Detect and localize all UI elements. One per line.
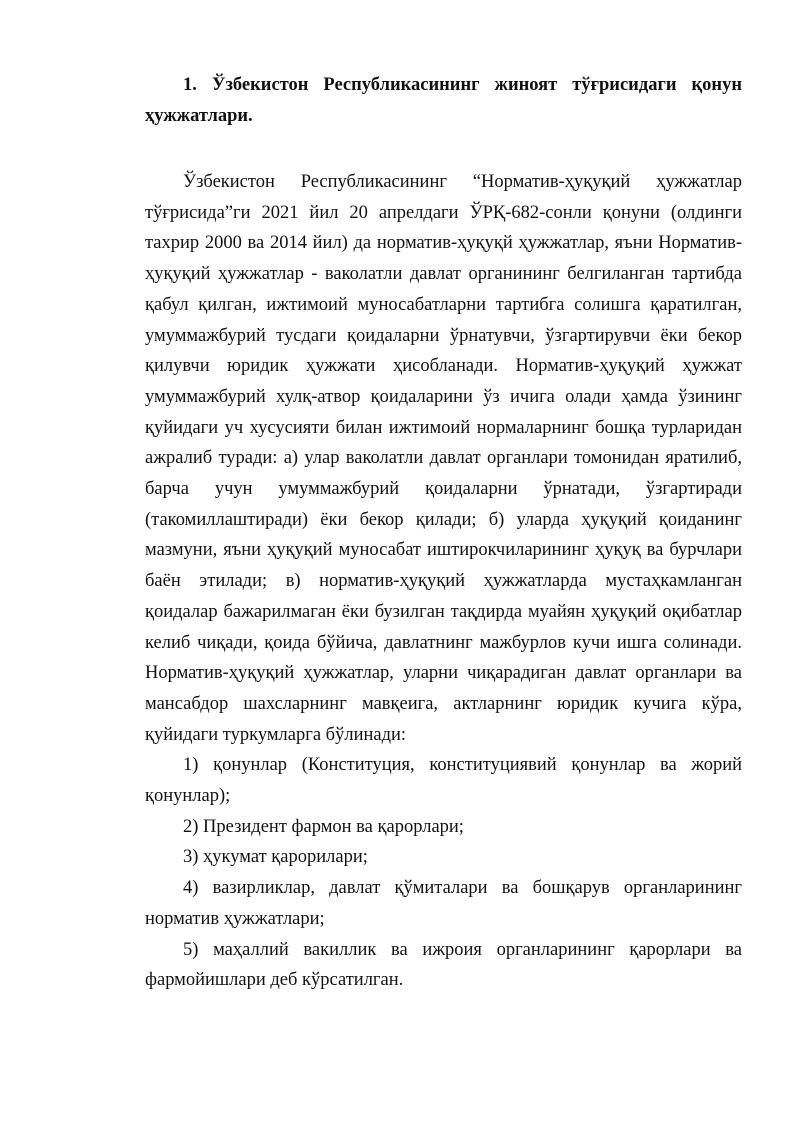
intro-paragraph: Ўзбекистон Республикасининг “Норматив-ҳуқуқий ҳужжатлар тўғрисида”ги 2021 йил 20 апрелдаги ЎРҚ-682-сонли қонуни (олдинги тахрир 2000 ва 2014 йил) да норматив-ҳуқуқй ҳужжатлар, яъни Норматив-ҳуқуқий ҳужжатлар - ваколатли давлат органининг белгиланган тартибда қабул қилган, ижтимоий муносабатларни тартибга солишга қаратилган, умуммажбурий тусдаги қоидаларни ўрнатувчи, ўзгартирувчи ёки бекор қилувчи юридик ҳужжати ҳисобланади. Норматив-ҳуқуқий ҳужжат умуммажбурий хулқ-атвор қоидаларини ўз ичига олади ҳамда ўзининг қуйидаги уч хусусияти билан ижтимоий нормаларнинг бошқа турларидан ажралиб туради: а) улар ваколатли давлат органлари томонидан яратилиб, барча учун умуммажбурий қоидаларни ўрнатади, ўзгартиради (такомиллаштиради) ёки бекор қилади; б) уларда ҳуқуқий қоиданинг мазмуни, яъни ҳуқуқий муносабат иштирокчиларининг ҳуқуқ ва бурчлари баён этилади; в) норматив-ҳуқуқий ҳужжатларда мустаҳкамланган қоидалар бажарилмаган ёки бузилган тақдирда муайян ҳуқуқий оқибатлар келиб чиқади, қоида бўйича, давлатнинг мажбурлов кучи ишга солинади. Норматив-ҳуқуқий ҳужжатлар, уларни чиқарадиган давлат органлари ва мансабдор шахсларнинг мавқеига, актларнинг юридик кучига кўра, қуйидаги туркумларга бўлинади: [145, 172, 742, 745]
list-item: 2) Президент фармон ва қарорлари; [183, 816, 464, 837]
section-heading: 1. Ўзбекистон Республикасининг жиноят тўғрисидаги қонун ҳужжатлари. [145, 75, 742, 126]
document-page [145, 70, 742, 996]
list-item: 5) маҳаллий вакиллик ва ижроия органларининг қарорлари ва фармойишлари деб кўрсатилган. [145, 939, 742, 991]
list-item: 4) вазирликлар, давлат қўмиталари ва бошқарув органларининг норматив ҳужжатлари; [145, 878, 742, 929]
list-item: 1) қонунлар (Конституция, конституциявий қонунлар ва жорий қонунлар); [145, 755, 742, 807]
list-item: 3) ҳукумат қарорилари; [183, 847, 368, 868]
